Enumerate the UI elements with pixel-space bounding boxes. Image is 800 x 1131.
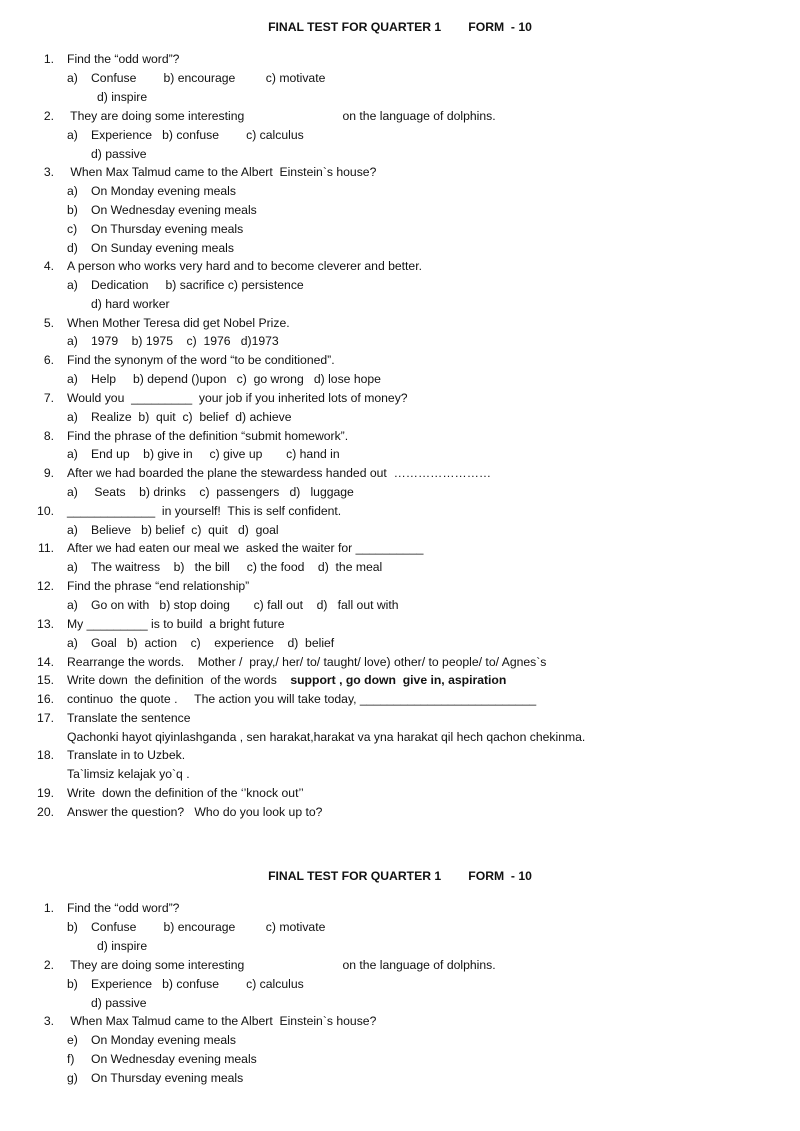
question-text: continuo the quote . The action you will take today, __________________________ xyxy=(67,692,537,706)
option-text: On Thursday evening meals xyxy=(91,222,244,236)
question-number: 17. xyxy=(37,711,54,725)
question-text: A person who works very hard and to become cleverer and better. xyxy=(67,259,422,273)
option-line: Experience b) confuse c) calculus xyxy=(91,128,304,142)
option-text: On Monday evening meals xyxy=(91,184,236,198)
test-title: FINAL TEST FOR QUARTER 1 FORM - 10 xyxy=(268,869,532,883)
option-line: d) hard worker xyxy=(91,297,170,311)
question-number: 18. xyxy=(37,748,54,762)
question-number: 3. xyxy=(43,1014,54,1028)
option-line: 1979 b) 1975 c) 1976 d)1973 xyxy=(91,334,279,348)
option-marker: d) xyxy=(67,241,78,255)
option-line: End up b) give in c) give up c) hand in xyxy=(91,447,340,461)
option-line: Experience b) confuse c) calculus xyxy=(91,977,304,991)
option-marker: a) xyxy=(67,485,78,499)
option-marker: a) xyxy=(67,184,78,198)
option-text: On Thursday evening meals xyxy=(91,1071,244,1085)
vocabulary-words: support , go down give in, aspiration xyxy=(290,673,507,687)
question-text: Find the phrase of the definition “submit homework”. xyxy=(67,429,349,443)
question-text: Translate in to Uzbek. xyxy=(67,748,186,762)
option-line: Goal b) action c) experience d) belief xyxy=(91,636,335,650)
option-text: On Sunday evening meals xyxy=(91,241,234,255)
option-marker: g) xyxy=(67,1071,78,1085)
option-line: Confuse b) encourage c) motivate xyxy=(91,71,326,85)
question-number: 3. xyxy=(43,165,54,179)
option-marker: b) xyxy=(67,977,78,991)
question-text: Find the synonym of the word “to be conditioned”. xyxy=(67,353,335,367)
question-number: 16. xyxy=(37,692,54,706)
question-text: They are doing some interesting on the language of dolphins. xyxy=(67,958,496,972)
option-marker: b) xyxy=(67,203,78,217)
question-text: When Mother Teresa did get Nobel Prize. xyxy=(67,316,290,330)
option-marker: a) xyxy=(67,278,78,292)
question-text xyxy=(67,673,506,688)
question-text: After we had boarded the plane the stewardess handed out …………………… xyxy=(67,466,492,480)
question-text: Would you _________ your job if you inherited lots of money? xyxy=(67,391,408,405)
option-line: Believe b) belief c) quit d) goal xyxy=(91,523,279,537)
question-number: 7. xyxy=(43,391,54,405)
option-line: Help b) depend ()upon c) go wrong d) lose hope xyxy=(91,372,381,386)
question-number: 1. xyxy=(43,52,54,66)
question-text: Find the phrase “end relationship” xyxy=(67,579,250,593)
question-number: 1. xyxy=(43,901,54,915)
option-marker: f) xyxy=(67,1052,75,1066)
question-number: 4. xyxy=(43,259,54,273)
option-marker: a) xyxy=(67,410,78,424)
question-text: When Max Talmud came to the Albert Einstein`s house? xyxy=(67,165,377,179)
question-number: 15. xyxy=(37,673,54,687)
option-marker: a) xyxy=(67,372,78,386)
test-title: FINAL TEST FOR QUARTER 1 FORM - 10 xyxy=(268,20,532,34)
option-marker: a) xyxy=(67,636,78,650)
option-marker: a) xyxy=(67,334,78,348)
question-number: 2. xyxy=(43,109,54,123)
question-text: After we had eaten our meal we asked the waiter for __________ xyxy=(67,541,424,555)
question-number: 11. xyxy=(37,541,54,555)
question-number: 9. xyxy=(43,466,54,480)
question-number: 8. xyxy=(43,429,54,443)
option-line: d) inspire xyxy=(97,939,148,953)
option-marker: a) xyxy=(67,560,78,574)
option-line: The waitress b) the bill c) the food d) the meal xyxy=(91,560,383,574)
question-text: They are doing some interesting on the language of dolphins. xyxy=(67,109,496,123)
option-line: Seats b) drinks c) passengers d) luggage xyxy=(91,485,354,499)
question-number: 19. xyxy=(37,786,54,800)
option-line: Dedication b) sacrifice c) persistence xyxy=(91,278,304,292)
question-number: 13. xyxy=(37,617,54,631)
question-text: Find the “odd word”? xyxy=(67,901,180,915)
question-number: 6. xyxy=(43,353,54,367)
option-text: On Monday evening meals xyxy=(91,1033,236,1047)
option-marker: a) xyxy=(67,71,78,85)
option-marker: a) xyxy=(67,598,78,612)
option-marker: a) xyxy=(67,128,78,142)
option-line: d) passive xyxy=(91,996,147,1010)
option-marker: b) xyxy=(67,920,78,934)
option-marker: e) xyxy=(67,1033,78,1047)
question-number: 14. xyxy=(37,655,54,669)
question-text: My _________ is to build a bright future xyxy=(67,617,285,631)
translation-sentence: Ta`limsiz kelajak yo`q . xyxy=(67,767,190,781)
question-number: 20. xyxy=(37,805,54,819)
option-marker: a) xyxy=(67,523,78,537)
option-line: d) inspire xyxy=(97,90,148,104)
question-text: When Max Talmud came to the Albert Einstein`s house? xyxy=(67,1014,377,1028)
question-text: _____________ in yourself! This is self confident. xyxy=(67,504,342,518)
question-number: 2. xyxy=(43,958,54,972)
option-line: d) passive xyxy=(91,147,147,161)
option-marker: c) xyxy=(67,222,78,236)
question-text: Write down the definition of the ‘’knock out’’ xyxy=(67,786,304,800)
question-text: Translate the sentence xyxy=(67,711,191,725)
translation-sentence: Qachonki hayot qiyinlashganda , sen harakat,harakat va yna harakat qil hech qachon chekinma. xyxy=(67,730,586,744)
question-text: Answer the question? Who do you look up to? xyxy=(67,805,323,819)
option-text: On Wednesday evening meals xyxy=(91,1052,257,1066)
question-number: 10. xyxy=(37,504,54,518)
option-marker: a) xyxy=(67,447,78,461)
question-text: Find the “odd word”? xyxy=(67,52,180,66)
option-line: Go on with b) stop doing c) fall out d) fall out with xyxy=(91,598,399,612)
question-number: 5. xyxy=(43,316,54,330)
option-line: Realize b) quit c) belief d) achieve xyxy=(91,410,292,424)
question-text-plain: Write down the definition of the words xyxy=(67,673,291,687)
question-number: 12. xyxy=(37,579,54,593)
option-text: On Wednesday evening meals xyxy=(91,203,257,217)
option-line: Confuse b) encourage c) motivate xyxy=(91,920,326,934)
question-text: Rearrange the words. Mother / pray,/ her/ to/ taught/ love) other/ to people/ to/ Agnes`s xyxy=(67,655,547,669)
